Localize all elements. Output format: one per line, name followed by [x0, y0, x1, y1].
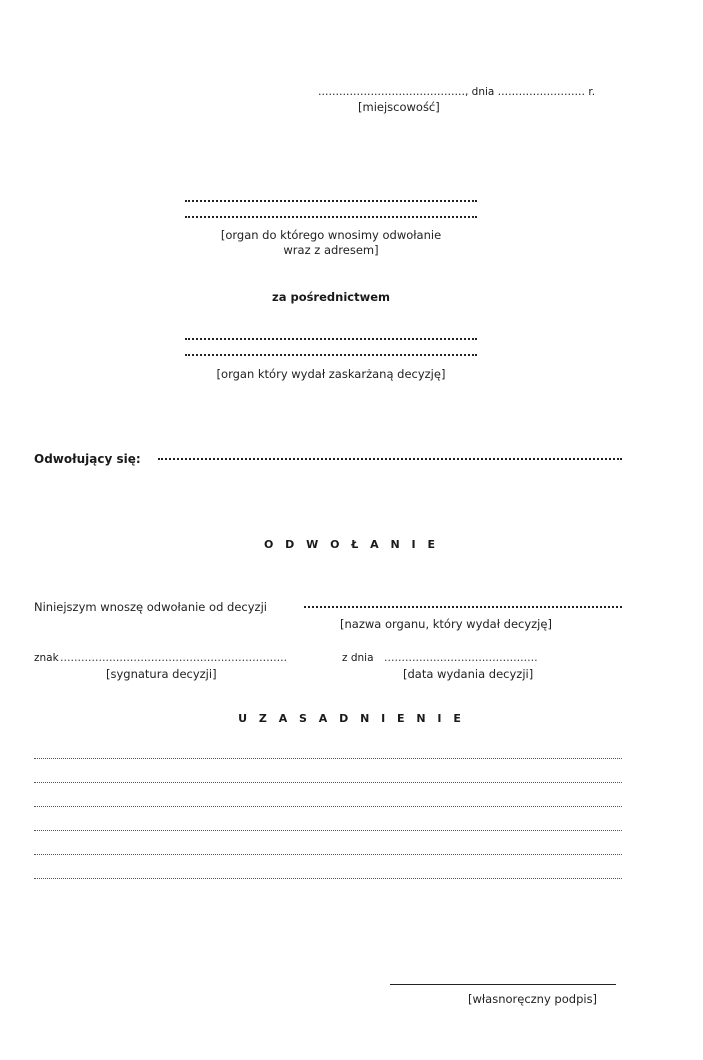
- justification-line: [34, 828, 622, 831]
- justification-line: [34, 876, 622, 879]
- recipient-dots-1: [185, 200, 477, 202]
- date-dots: …………….………….……………: [384, 652, 538, 664]
- justification-line: [34, 804, 622, 807]
- signature-line: [390, 984, 616, 985]
- document-title: O D W O Ł A N I E: [264, 538, 439, 551]
- decision-dots: [304, 606, 622, 608]
- justification-line: [34, 852, 622, 855]
- appellant-dots: [158, 458, 622, 460]
- via-dots-2: [185, 354, 477, 356]
- recipient-dots-2: [185, 216, 477, 218]
- decision-text: Niniejszym wnoszę odwołanie od decyzji: [34, 600, 267, 614]
- date-prefix: z dnia: [342, 652, 374, 664]
- decision-label: [nazwa organu, który wydał decyzję]: [340, 617, 552, 631]
- appellant-label: Odwołujący się:: [34, 452, 141, 466]
- via-dots-1: [185, 338, 477, 340]
- via-heading: za pośrednictwem: [272, 290, 390, 304]
- via-label: [organ który wydał zaskarżaną decyzję]: [216, 367, 446, 381]
- recipient-label-1: [organ do którego wnosimy odwołanie: [220, 228, 442, 242]
- place-label: [miejscowość]: [358, 100, 440, 114]
- signature-label: [własnoręczny podpis]: [468, 992, 598, 1006]
- sign-dots: …………….………………………….………………: [60, 652, 288, 664]
- justification-line: [34, 780, 622, 783]
- justification-line: [34, 756, 622, 759]
- recipient-label-2: wraz z adresem]: [283, 243, 379, 257]
- sign-prefix: znak: [34, 652, 59, 664]
- date-label: [data wydania decyzji]: [403, 667, 534, 681]
- sign-label: [sygnatura decyzji]: [106, 667, 217, 681]
- justification-title: U Z A S A D N I E N I E: [238, 712, 465, 725]
- place-date-line: ……………………………………, dnia …………….……… r.: [318, 86, 596, 98]
